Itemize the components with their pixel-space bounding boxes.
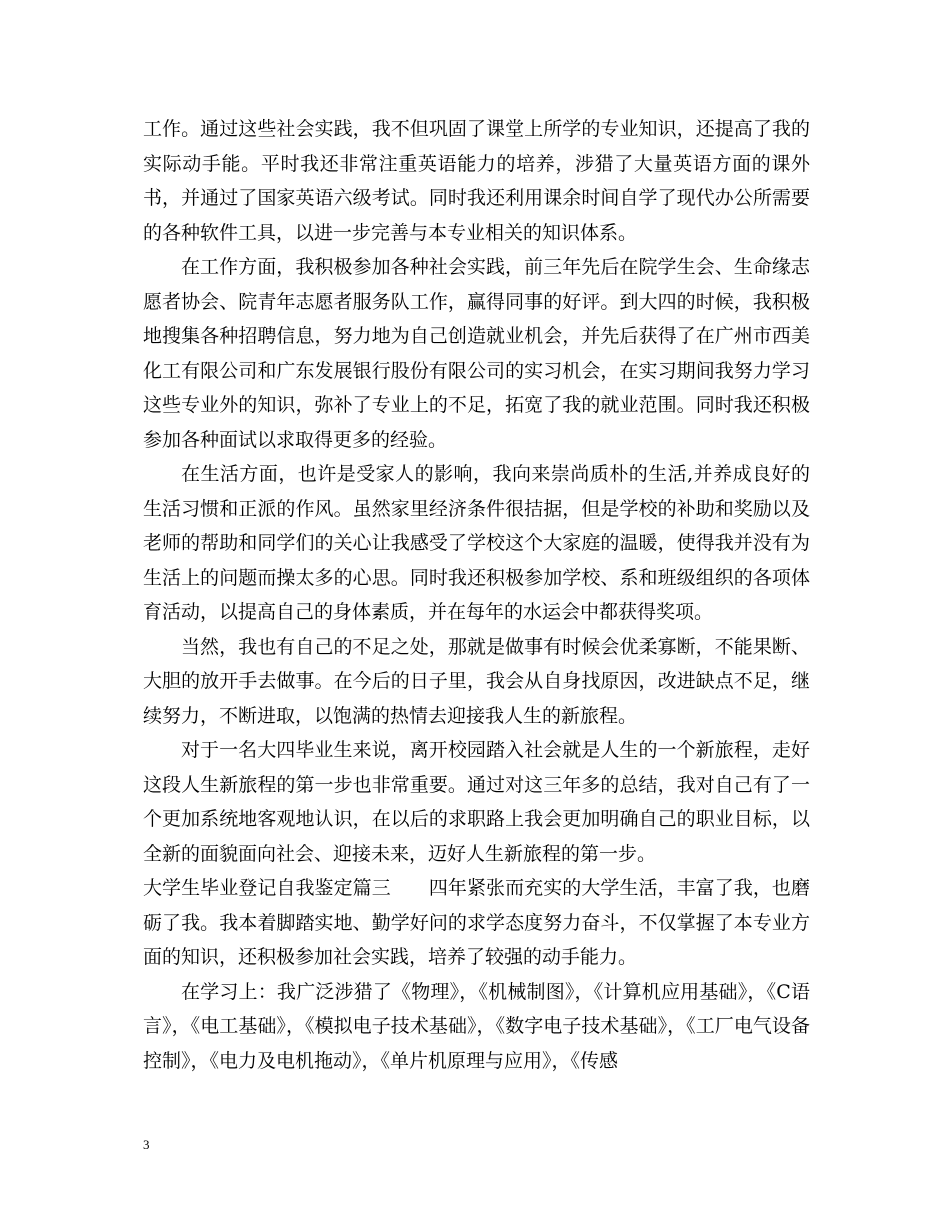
paragraph-2: 在工作方面，我积极参加各种社会实践，前三年先后在院学生会、生命缘志愿者协会、院青年志愿者服务队工作，赢得同事的好评。到大四的时候，我积极地搜集各种招聘信息，努力地为自己创造就业机会，并先后获得了在广州市西美化工有限公司和广东发展银行股份有限公司的实习机会，在实习期间我努力学习这些专业外的知识，弥补了专业上的不足，拓宽了我的就业范围。同时我还积极参加各种面试以求取得更多的经验。 [143, 256, 810, 451]
paragraph-5: 对于一名大四毕业生来说，离开校园踏入社会就是人生的一个新旅程，走好这段人生新旅程的第一步也非常重要。通过对这三年多的总结，我对自己有了一个更加系统地客观地认识，在以后的求职路上我会更加明确自己的职业目标，以全新的面貌面向社会、迎接未来，迈好人生新旅程的第一步。 [143, 739, 810, 865]
paragraph-study: 在学习上：我广泛涉猎了《物理》，《机械制图》，《计算机应用基础》，《C语言》，《电工基础》，《模拟电子技术基础》，《数字电子技术基础》，《工厂电气设备控制》，《电力及电机拖动》，《单片机原理与应用》，《传感 [143, 980, 810, 1072]
section-intro-paragraph [143, 871, 810, 975]
document-body [143, 112, 810, 1078]
paragraph-4: 当然，我也有自己的不足之处，那就是做事有时候会优柔寡断，不能果断、大胆的放开手去做事。在今后的日子里，我会从自身找原因，改进缺点不足，继续努力，不断进取，以饱满的热情去迎接我人生的新旅程。 [143, 635, 810, 727]
paragraph-3: 在生活方面，也许是受家人的影响，我向来崇尚质朴的生活,并养成良好的生活习惯和正派的作风。虽然家里经济条件很拮据，但是学校的补助和奖励以及老师的帮助和同学们的关心让我感受了学校这个大家庭的温暖，使得我并没有为生活上的问题而操太多的心思。同时我还积极参加学校、系和班级组织的各项体育活动，以提高自己的身体素质，并在每年的水运会中都获得奖项。 [143, 463, 810, 623]
section-heading: 大学生毕业登记自我鉴定篇三 [143, 877, 391, 899]
section-first-paragraph: 四年紧张而充实的大学生活，丰富了我，也磨砺了我。我本着脚踏实地、勤学好问的求学态度努力奋斗，不仅掌握了本专业方面的知识，还积极参加社会实践，培养了较强的动手能力。 [143, 877, 810, 968]
page-number: 3 [143, 1137, 150, 1152]
paragraph-1: 工作。通过这些社会实践，我不但巩固了课堂上所学的专业知识，还提高了我的实际动手能。平时我还非常注重英语能力的培养，涉猎了大量英语方面的课外书，并通过了国家英语六级考试。同时我还利用课余时间自学了现代办公所需要的各种软件工具，以进一步完善与本专业相关的知识体系。 [143, 118, 810, 244]
